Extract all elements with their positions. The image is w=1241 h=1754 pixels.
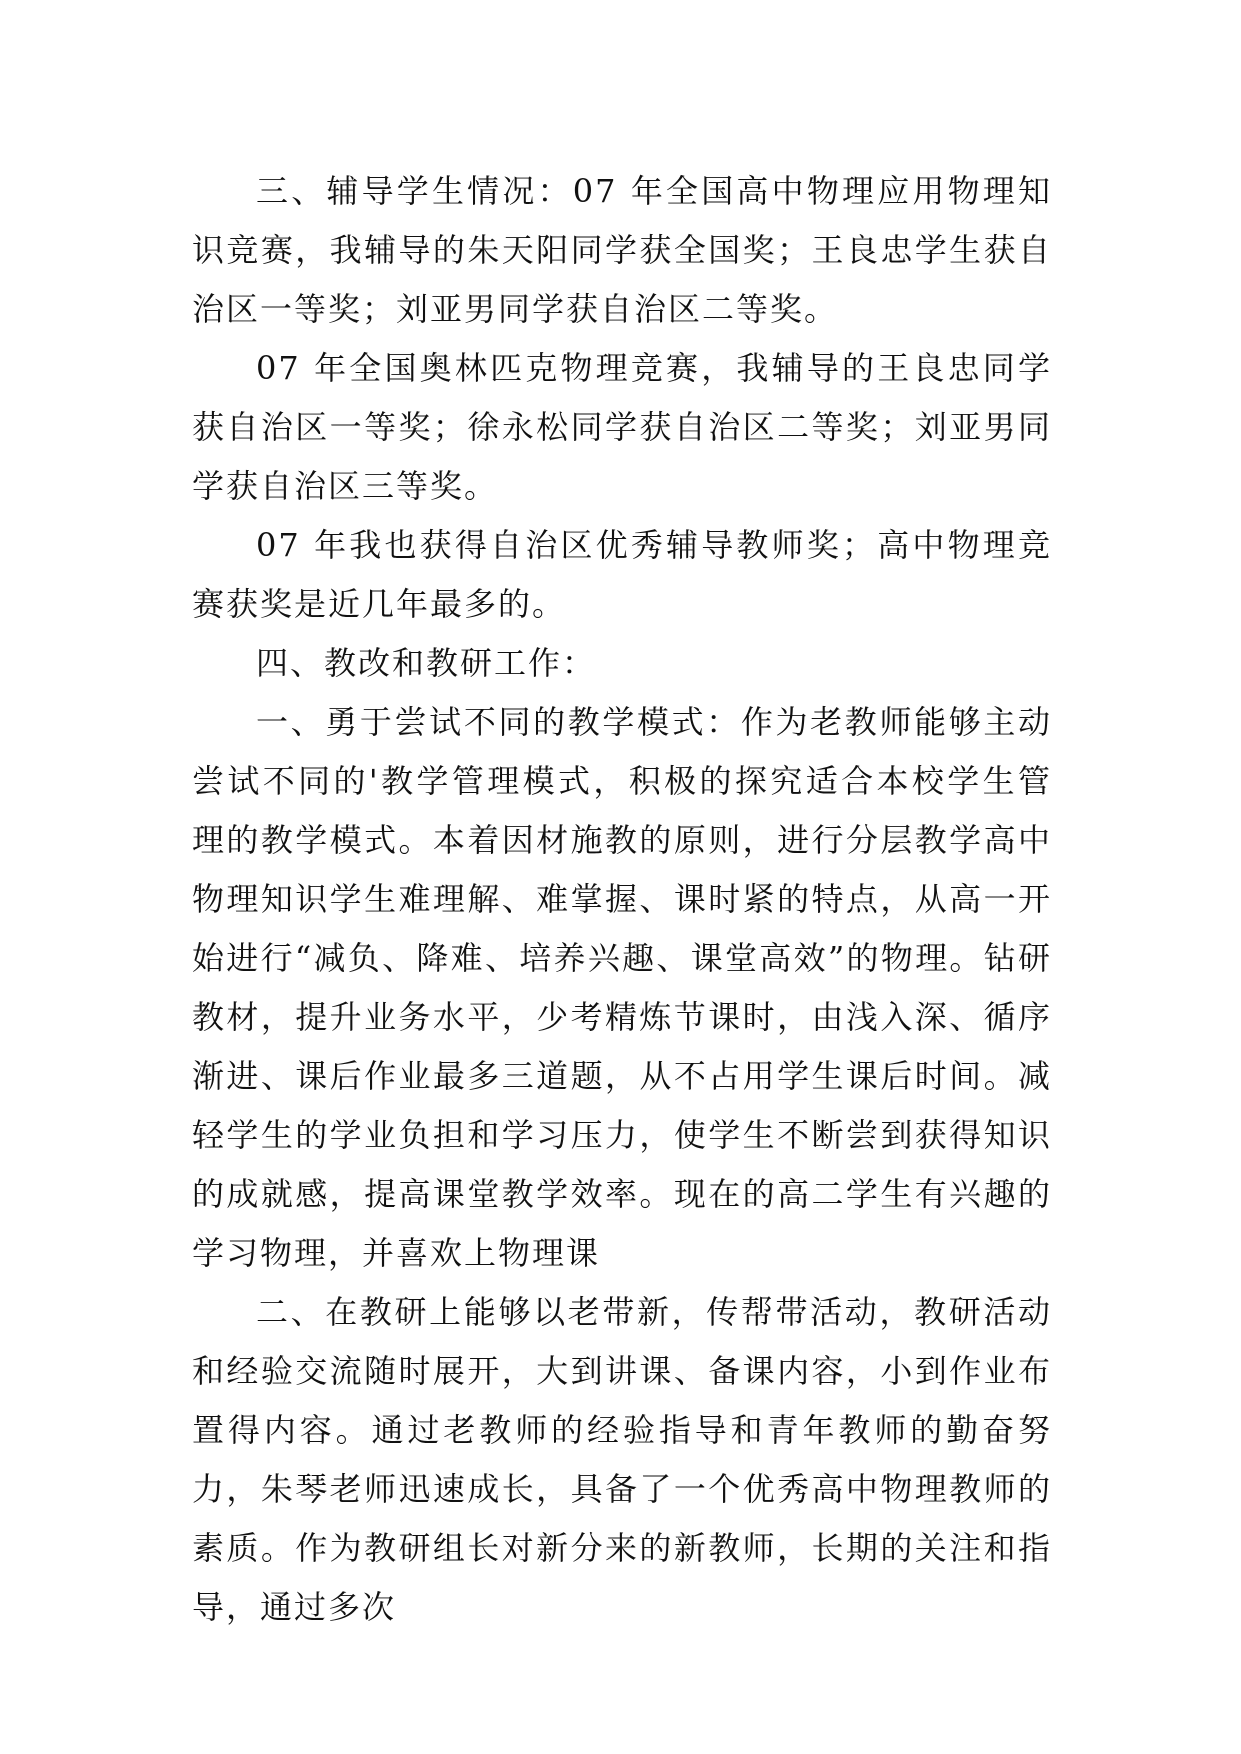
paragraph-teaching-modes: 一、勇于尝试不同的教学模式：作为老教师能够主动尝试不同的'教学管理模式，积极的探究适合本校学生管理的教学模式。本着因材施教的原则，进行分层教学高中物理知识学生难理解、难掌握、课时紧的特点，从高一开始进行“减负、降难、培养兴趣、课堂高效”的物理。钻研教材，提升业务水平，少考精炼节课时，由浅入深、循序渐进、课后作业最多三道题，从不占用学生课后时间。减轻学生的学业负担和学习压力，使学生不断尝到获得知识的成就感，提高课堂教学效率。现在的高二学生有兴趣的学习物理，并喜欢上物理课	[192, 703, 1052, 1272]
paragraph-mentoring: 二、在教研上能够以老带新，传帮带活动，教研活动和经验交流随时展开，大到讲课、备课内容，小到作业布置得内容。通过老教师的经验指导和青年教师的勤奋努力，朱琴老师迅速成长，具备了一个优秀高中物理教师的素质。作为教研组长对新分来的新教师，长期的关注和指导，通过多次	[192, 1293, 1052, 1626]
section-heading-teaching-reform: 四、教改和教研工作：	[256, 644, 597, 682]
paragraph-student-coaching: 三、辅导学生情况：07 年全国高中物理应用物理知识竞赛，我辅导的朱天阳同学获全国奖；王良忠学生获自治区一等奖；刘亚男同学获自治区二等奖。	[192, 172, 1052, 328]
paragraph-teacher-award: 07 年我也获得自治区优秀辅导教师奖；高中物理竞赛获奖是近几年最多的。	[192, 526, 1052, 623]
document-body	[192, 162, 1052, 1637]
paragraph-olympiad-results: 07 年全国奥林匹克物理竞赛，我辅导的王良忠同学获自治区一等奖；徐永松同学获自治区二等奖；刘亚男同学获自治区三等奖。	[192, 349, 1052, 505]
